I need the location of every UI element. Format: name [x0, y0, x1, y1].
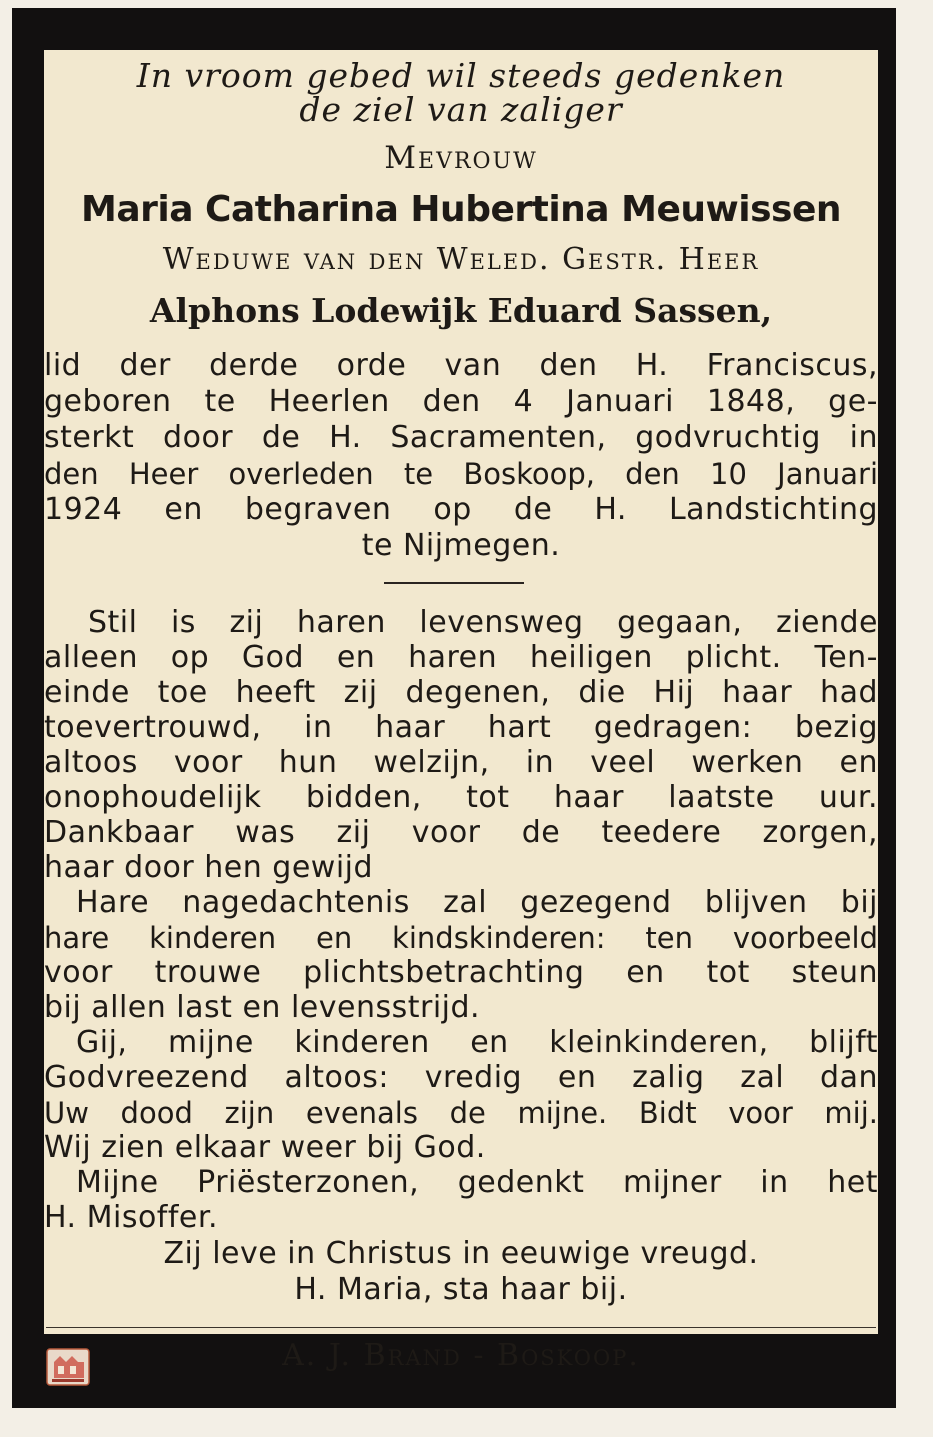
text-line-4: toevertrouwd, in haar hart gedragen: bezig: [44, 710, 878, 745]
text-line-18: H. Misoffer.: [44, 1200, 219, 1235]
text-line-3: einde toe heeft zij degenen, die Hij haar had: [44, 675, 878, 710]
bio-line-1: lid der derde orde van den H. Franciscus,: [44, 348, 878, 383]
opening-line-1: In vroom gebed wil steeds gedenken: [136, 56, 786, 95]
footer-rule-top: [46, 1327, 876, 1328]
text-line-10: hare kinderen en kindskinderen: ten voorbeeld: [44, 921, 878, 955]
deceased-name: Maria Catharina Hubertina Meuwissen: [81, 189, 841, 230]
card-paper: [44, 50, 878, 1373]
memorial-card: [12, 8, 896, 1408]
text-line-12: bij allen last en levensstrijd.: [44, 990, 481, 1025]
husband-name: Alphons Lodewijk Eduard Sassen,: [149, 291, 773, 330]
honorific: Mevrouw: [384, 140, 538, 176]
bio-line-6: te Nijmegen.: [361, 528, 561, 563]
text-line-6: onophoudelijk bidden, tot haar laatste uur.: [44, 780, 878, 815]
text-line-2: alleen op God en haren heiligen plicht. Ten-: [44, 640, 878, 675]
bio-line-4: den Heer overleden te Boskoop, den 10 Januari: [44, 457, 878, 491]
text-line-1: Stil is zij haren levensweg gegaan, ziende: [88, 605, 878, 640]
archive-seal-icon: [46, 1348, 90, 1386]
text-line-7: Dankbaar was zij voor de teedere zorgen,: [44, 815, 878, 850]
text-line-9: Hare nagedachtenis zal gezegend blijven bij: [76, 885, 878, 920]
printer-imprint: A. J. Brand - Boskoop.: [282, 1338, 640, 1373]
text-line-5: altoos voor hun welzijn, in veel werken en: [44, 745, 878, 780]
opening-line-2: de ziel van zaliger: [299, 90, 623, 129]
bio-line-3: sterkt door de H. Sacramenten, godvruchtig in: [44, 420, 878, 455]
text-line-20: H. Maria, sta haar bij.: [294, 1272, 628, 1307]
bio-line-5: 1924 en begraven op de H. Landstichting: [44, 492, 878, 527]
bio-line-2: geboren te Heerlen den 4 Januari 1848, ge-: [44, 384, 878, 419]
text-line-14: Godvreezend altoos: vredig en zalig zal dan: [44, 1060, 878, 1095]
widow-of-line: Weduwe van den Weled. Gestr. Heer: [162, 242, 760, 277]
text-line-17: Mijne Priësterzonen, gedenkt mijner in het: [76, 1165, 878, 1200]
text-line-15: Uw dood zijn evenals de mijne. Bidt voor mij.: [44, 1096, 878, 1130]
text-line-8: haar door hen gewijd: [44, 850, 374, 885]
section-divider: [384, 582, 524, 584]
text-line-13: Gij, mijne kinderen en kleinkinderen, blijft: [76, 1025, 878, 1060]
text-line-16: Wij zien elkaar weer bij God.: [44, 1130, 486, 1165]
text-line-19: Zij leve in Christus in eeuwige vreugd.: [163, 1236, 759, 1271]
text-line-11: voor trouwe plichtsbetrachting en tot steun: [44, 955, 878, 990]
